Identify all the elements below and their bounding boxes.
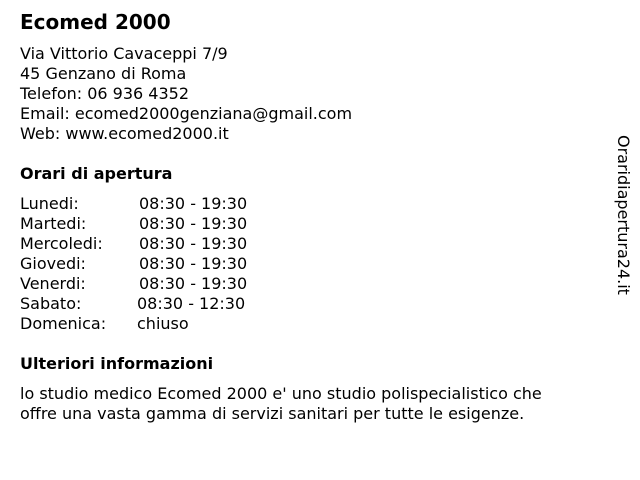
info-line: offre una vasta gamma di servizi sanitari per tutte le esigenze. xyxy=(20,404,525,423)
hours-day: Giovedi: xyxy=(20,254,86,273)
hours-day: Venerdi: xyxy=(20,274,86,293)
address-city: 45 Genzano di Roma xyxy=(20,64,187,83)
hours-time: 08:30 - 12:30 xyxy=(137,294,246,313)
hours-row-martedi xyxy=(20,214,280,234)
hours-time: 08:30 - 19:30 xyxy=(139,194,248,213)
info-heading: Ulteriori informazioni xyxy=(20,354,214,373)
info-line: lo studio medico Ecomed 2000 e' uno studio polispecialistico che xyxy=(20,384,542,403)
email-line: Email: ecomed2000genziana@gmail.com xyxy=(20,104,353,123)
hours-row-venerdi xyxy=(20,274,280,294)
hours-time: 08:30 - 19:30 xyxy=(139,274,248,293)
hours-day: Mercoledi: xyxy=(20,234,103,253)
web-line: Web: www.ecomed2000.it xyxy=(20,124,229,143)
hours-time: 08:30 - 19:30 xyxy=(139,234,248,253)
hours-time: 08:30 - 19:30 xyxy=(139,254,248,273)
watermark-text: Oraridiapertura24.it xyxy=(614,135,633,295)
hours-row-domenica xyxy=(20,314,280,334)
hours-day: Martedi: xyxy=(20,214,87,233)
hours-heading: Orari di apertura xyxy=(20,164,173,183)
hours-day: Lunedi: xyxy=(20,194,79,213)
hours-day: Sabato: xyxy=(20,294,82,313)
hours-day: Domenica: xyxy=(20,314,107,333)
address-street: Via Vittorio Cavaceppi 7/9 xyxy=(20,44,228,63)
hours-row-mercoledi xyxy=(20,234,280,254)
phone-line: Telefon: 06 936 4352 xyxy=(20,84,190,103)
business-name: Ecomed 2000 xyxy=(20,10,171,34)
site-watermark xyxy=(612,135,634,310)
business-contact xyxy=(20,44,352,144)
hours-time: 08:30 - 19:30 xyxy=(139,214,248,233)
hours-row-sabato xyxy=(20,294,280,314)
opening-hours-table xyxy=(20,194,280,334)
hours-row-giovedi xyxy=(20,254,280,274)
hours-row-lunedi xyxy=(20,194,280,214)
info-description xyxy=(20,384,542,424)
hours-time: chiuso xyxy=(137,314,189,333)
